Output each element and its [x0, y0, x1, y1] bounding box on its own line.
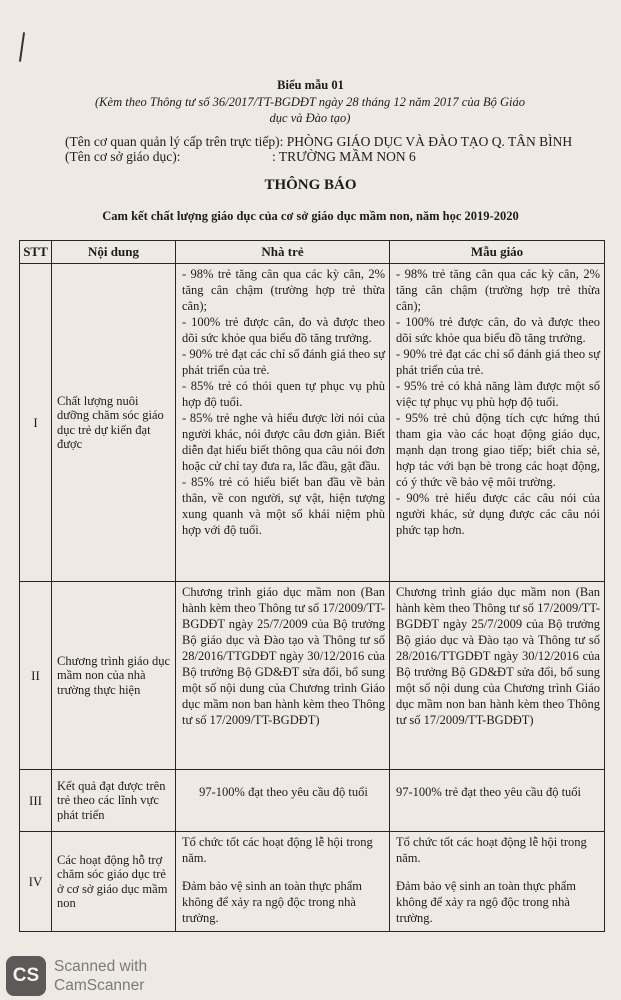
- list-item: - 100% trẻ được cân, đo và được theo dõi sức khỏe qua biểu đồ tăng trưởng.: [182, 315, 385, 345]
- document-title: Cam kết chất lượng giáo dục của cơ sở giáo dục mầm non, năm học 2019-2020: [102, 209, 519, 223]
- watermark-text: [54, 957, 147, 995]
- list-item: 97-100% đạt theo yêu cầu độ tuổi: [199, 785, 368, 799]
- quality-commitment-table: [19, 240, 605, 932]
- table-row: [20, 770, 605, 832]
- notice-title: THÔNG BÁO: [264, 177, 357, 193]
- nursery-cell: [176, 770, 390, 832]
- kindergarten-cell: [390, 264, 605, 582]
- nursery-cell: [176, 832, 390, 932]
- kindergarten-cell: [390, 770, 605, 832]
- column-header-kindergarten: Mẫu giáo: [390, 241, 605, 264]
- column-header-stt: STT: [20, 241, 52, 264]
- list-item: - 95% trẻ chủ động tích cực hứng thú tham gia vào các hoạt động giáo dục, mạnh dạn trong giao tiếp; biết chia sẻ, hợp tác với bạn bè trong các hoạt động, có ý thức về bảo vệ môi trường.: [396, 411, 600, 489]
- agency-label: (Tên cơ quan quản lý cấp trên trực tiếp): PHÒNG GIÁO DỤC VÀ ĐÀO TẠO Q. TÂN BÌNH: [65, 134, 573, 149]
- column-header-content: Nội dung: [52, 241, 176, 264]
- list-item: - 85% trẻ nghe và hiểu được lời nói của người khác, nói được câu đơn giản. Biết diễn đạt hiểu biết thông qua câu nói đơn hoặc cử chỉ tay đưa ra, lắc đầu, gật đầu.: [182, 411, 385, 473]
- row-number: I: [20, 264, 52, 582]
- list-item: - 85% trẻ có thói quen tự phục vụ phù hợp độ tuổi.: [182, 379, 385, 409]
- camscanner-logo-icon: CS: [6, 956, 46, 996]
- list-item: - 95% trẻ có khả năng làm được một số việc tự phục vụ phù hợp độ tuổi.: [396, 379, 600, 409]
- row-number: IV: [20, 832, 52, 932]
- attachment-note: (Kèm theo Thông tư số 36/2017/TT-BGDĐT ngày 28 tháng 12 năm 2017 của Bộ Giáo dục và Đào tạo): [95, 95, 525, 125]
- nursery-cell: [176, 264, 390, 582]
- kindergarten-cell: [390, 832, 605, 932]
- list-item: Tổ chức tốt các hoạt động lễ hội trong năm.: [396, 835, 587, 865]
- watermark-line-1: Scanned with: [54, 958, 148, 975]
- watermark-line-2: CamScanner: [54, 977, 145, 994]
- nursery-cell: [176, 582, 390, 770]
- kindergarten-cell: [390, 582, 605, 770]
- form-number: Biểu mẫu 01: [277, 78, 344, 92]
- row-number: II: [20, 582, 52, 770]
- table-row: [20, 832, 605, 932]
- list-item: Đảm bảo vệ sinh an toàn thực phẩm không để xảy ra ngộ độc trong nhà trường.: [182, 879, 362, 925]
- row-content: Kết quả đạt được trên trẻ theo các lĩnh vực phát triển: [52, 770, 176, 832]
- table-row: [20, 264, 605, 582]
- list-item: Chương trình giáo dục mầm non (Ban hành kèm theo Thông tư số 17/2009/TT-BGDĐT ngày 25/7/2009 của Bộ trưởng Bộ giáo dục và Đào tạo và Thông tư số 28/2016/TTGDĐT ngày 30/12/2016 của Bộ trưởng Bộ GD&ĐT sửa đổi, bổ sung một số nội dung của Chương trình Giáo dục mầm non ban hành kèm theo Thông tư số 17/2009/TT-BGDĐT): [396, 585, 600, 727]
- list-item: - 90% trẻ hiểu được các câu nói của người khác, sử dụng được các câu nói phức tạp hơn.: [396, 491, 600, 537]
- camscanner-watermark: [6, 956, 176, 996]
- list-item: - 90% trẻ đạt các chỉ số đánh giá theo sự phát triển của trẻ.: [396, 347, 600, 377]
- row-content: Chương trình giáo dục mầm non của nhà trường thực hiện: [52, 582, 176, 770]
- list-item: Tổ chức tốt các hoạt động lễ hội trong năm.: [182, 835, 373, 865]
- list-item: - 98% trẻ tăng cân qua các kỳ cân, 2% tăng cân chậm (trường hợp trẻ thừa cân);: [396, 267, 600, 313]
- column-header-nursery: Nhà trẻ: [176, 241, 390, 264]
- list-item: - 98% trẻ tăng cân qua các kỳ cân, 2% tăng cân chậm (trường hợp trẻ thừa cân);: [182, 267, 385, 313]
- school-name: : TRƯỜNG MẦM NON 6: [272, 149, 416, 164]
- list-item: - 100% trẻ được cân, đo và được theo dõi sức khỏe qua biểu đồ tăng trưởng.: [396, 315, 600, 345]
- list-item: Đảm bảo vệ sinh an toàn thực phẩm không để xảy ra ngộ độc trong nhà trường.: [396, 879, 576, 925]
- table-row: [20, 582, 605, 770]
- row-content: Các hoạt động hỗ trợ chăm sóc giáo dục trẻ ở cơ sở giáo dục mầm non: [52, 832, 176, 932]
- row-content: Chất lượng nuôi dưỡng chăm sóc giáo dục trẻ dự kiến đạt được: [52, 264, 176, 582]
- table-header-row: [20, 241, 605, 264]
- list-item: - 85% trẻ có hiểu biết ban đầu về bản thân, về con người, sự vật, hiện tượng xung quanh và một số khái niệm phù hợp với độ tuổi.: [182, 475, 385, 537]
- list-item: - 90% trẻ đạt các chỉ số đánh giá theo sự phát triển của trẻ.: [182, 347, 385, 377]
- list-item: 97-100% trẻ đạt theo yêu cầu độ tuổi: [396, 785, 582, 799]
- pen-mark: [19, 32, 25, 62]
- list-item: Chương trình giáo dục mầm non (Ban hành kèm theo Thông tư số 17/2009/TT-BGDĐT ngày 25/7/2009 của Bộ trưởng Bộ giáo dục và Đào tạo và Thông tư số 28/2016/TTGDĐT ngày 30/12/2016 của Bộ trưởng Bộ GD&ĐT sửa đổi, bổ sung một số nội dung của Chương trình Giáo dục mầm non ban hành kèm theo Thông tư số 17/2009/TT-BGDĐT): [182, 585, 385, 727]
- school-label: (Tên cơ sở giáo dục):: [65, 149, 181, 164]
- row-number: III: [20, 770, 52, 832]
